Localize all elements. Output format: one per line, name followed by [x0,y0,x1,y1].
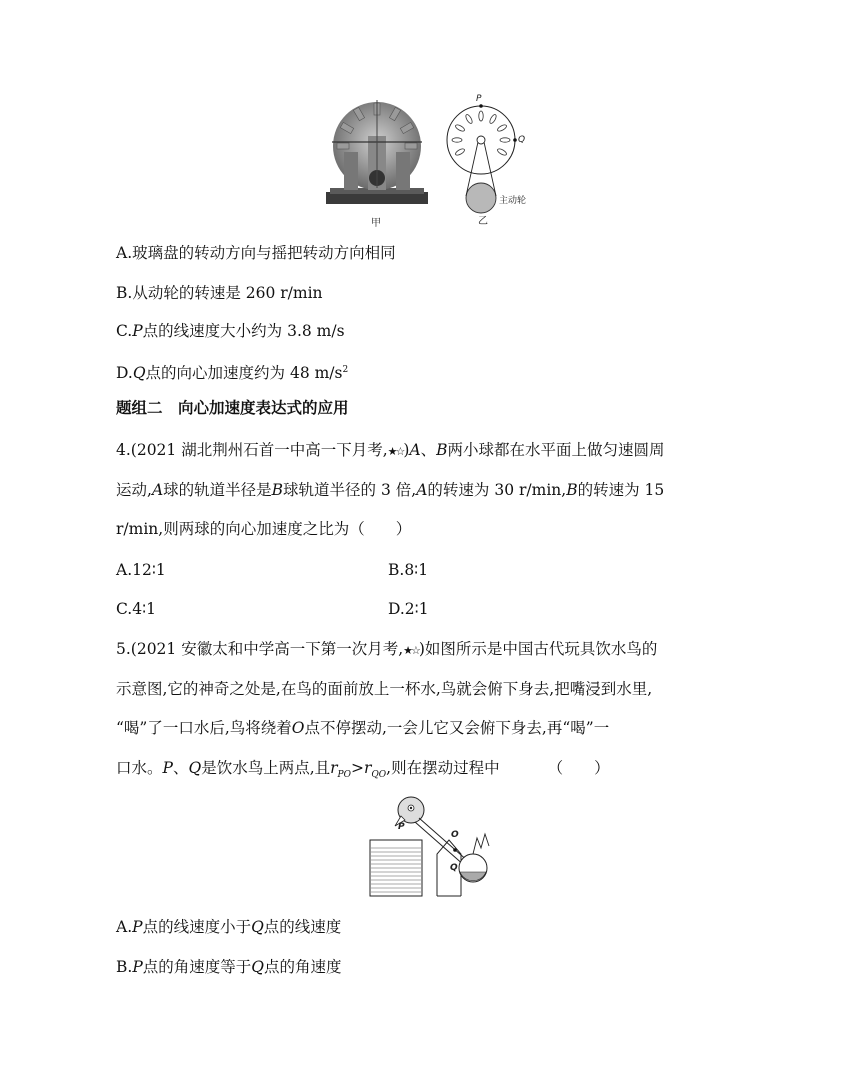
q5-option-b [116,957,342,977]
q5-oa-prefix: A. [116,918,133,936]
q5-l4p: P [162,759,173,777]
q5-ob-mid: 点的角速度等于 [142,958,252,976]
option-d-text: 点的向心加速度约为 48 m/s [145,364,343,383]
q5-line2: 示意图,它的神奇之处是,在鸟的面前放上一杯水,鸟就会俯下身去,把嘴浸到水里, [116,680,653,698]
q4-l2f: A [416,481,428,499]
option-b-text: B.从动轮的转速是 260 r/min [116,284,323,302]
q4-var-b: B [436,441,448,459]
difficulty-stars [388,445,404,458]
q4-option-a: A.12∶1 [116,561,166,579]
q5-line3 [116,718,609,738]
q4-l2g: 的转速为 30 r/min, [427,481,567,499]
option-a-text: A.玻璃盘的转动方向与摇把转动方向相同 [116,244,396,262]
q5-l4b: 是饮水鸟上两点,且 [201,759,331,777]
option-c-text: 点的线速度大小约为 3.8 m/s [142,322,345,340]
q5-l4r1: r [330,759,338,777]
q4-l2b: A [151,481,164,499]
q5-ob-prefix: B. [116,958,133,976]
q4-source: 4.(2021 湖北荆州石首一中高一下月考, [116,441,388,459]
point-q-label: Q [518,135,526,145]
q4-l2h: B [566,481,578,499]
bird-p-label: P [398,822,405,832]
q5-l4sub2: QO [371,770,387,781]
option-c [116,321,345,341]
q5-l4paren: （ ） [547,759,610,777]
q4-option-d: D.2∶1 [388,600,429,618]
q5-l4r2: r [363,759,372,777]
q4-l2c: 球的轨道半径是 [163,481,272,499]
q5-line1 [116,639,657,661]
q5-source: 5.(2021 安徽太和中学高一下第一次月考, [116,640,404,658]
option-d [116,360,348,383]
q4-l2a: 运动, [116,481,152,499]
q5-option-a [116,917,341,937]
option-d-sup: 2 [342,365,349,375]
option-c-var: P [132,322,143,340]
q5-l4a: 口水。 [116,759,163,777]
bird-o-label: O [451,830,459,840]
point-p-label: P [476,94,482,104]
difficulty-text: ★☆ [387,445,404,458]
q5-l4q: Q [188,759,202,777]
q5-l3a: “喝”了一口水后,鸟将绕着 [116,719,292,737]
q5-l4gt: > [350,759,364,777]
q4-line1: 4.(2021 湖北荆州石首一中高一下月考,★☆)A、B两小球都在水平面上做匀速圆周 [116,441,665,459]
q4-line3: r/min,则两球的向心加速度之比为（ ） [116,520,412,538]
section-heading: 题组二 向心加速度表达式的应用 [116,399,349,417]
drive-wheel-label: 主动轮 [499,196,527,206]
q5-ob-p: P [132,958,143,976]
option-d-prefix: D. [116,364,133,383]
q5-l3o: O [291,719,305,737]
q5-line1-rest: )如图所示是中国古代玩具饮水鸟的 [418,640,658,658]
figure-caption-right: 乙 [478,216,488,227]
difficulty-text-q5: ★☆ [403,644,419,657]
q5-ob-q: Q [251,958,264,976]
q5-l3b: 点不停摆动,一会儿它又会俯下身去,再“喝”一 [304,719,610,737]
difficulty-stars-q5 [403,644,419,657]
q5-l4mid: 、 [172,759,189,777]
q4-l2e: 球轨道半径的 3 倍, [283,481,417,499]
option-c-prefix: C. [116,322,133,340]
figure-caption-left: 甲 [371,218,381,229]
option-b [116,283,323,303]
q5-line4 [116,758,610,785]
q4-option-b: B.8∶1 [388,561,429,579]
q5-oa-end: 点的线速度 [263,918,342,936]
q5-oa-q: Q [251,918,264,936]
q5-ob-end: 点的角速度 [264,958,342,976]
q5-l4c: ,则在摆动过程中 [386,759,500,777]
bird-q-label: Q [450,863,458,873]
q4-var-a: A [409,441,421,459]
machine-photo [322,96,432,208]
q4-sep: 、 [420,441,437,459]
q5-l4sub1: PO [337,770,351,781]
option-a [116,243,396,263]
q4-line1-rest: 两小球都在水平面上做匀速圆周 [447,441,665,459]
q5-oa-p: P [132,918,143,936]
q4-l2d: B [271,481,284,499]
q4-l2i: 的转速为 15 [577,481,665,499]
q4-line2 [116,480,664,500]
drinking-bird-figure [365,792,501,900]
q4-option-c: C.4∶1 [116,600,156,618]
option-d-var: Q [132,364,146,383]
q5-oa-mid: 点的线速度小于 [142,918,252,936]
